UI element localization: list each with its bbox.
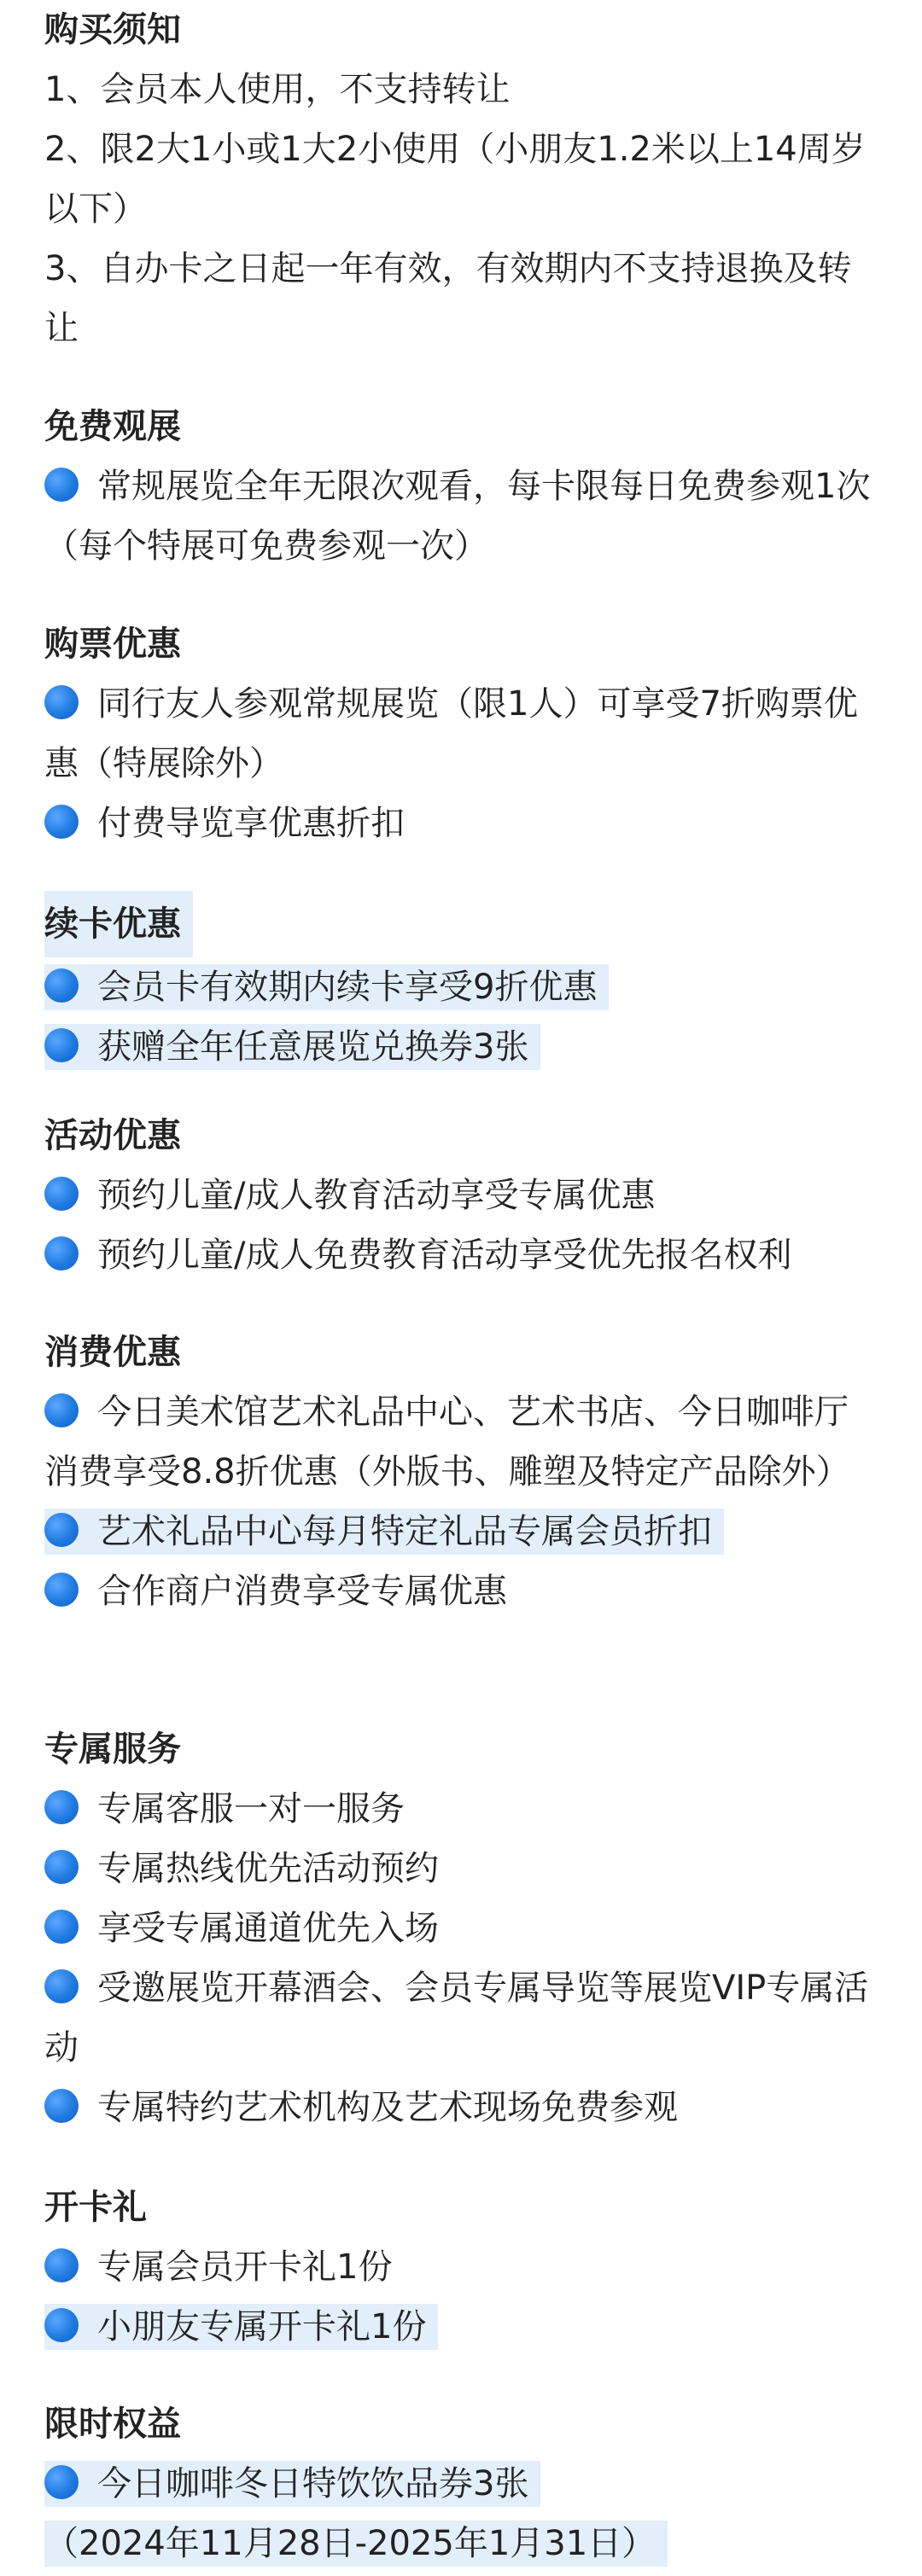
consumption-discount-section — [44, 1323, 878, 1621]
blue-circle-icon — [44, 468, 79, 502]
blue-circle-icon — [44, 1969, 79, 2003]
blue-circle-icon — [44, 1910, 79, 1944]
blue-circle-icon — [44, 1573, 79, 1607]
blue-circle-icon — [44, 685, 79, 719]
section-title: 购票优惠 — [44, 625, 181, 664]
activity-discount-section — [44, 1106, 878, 1285]
blue-circle-icon — [44, 2465, 79, 2499]
section-title: 购买须知 — [44, 10, 181, 49]
blue-circle-icon — [44, 2248, 79, 2282]
blue-circle-icon — [44, 1028, 79, 1062]
benefit-item: 受邀展览开幕酒会、会员专属导览等展览VIP专属活动 — [44, 1968, 869, 2067]
benefit-item: 合作商户消费享受专属优惠 — [44, 1561, 878, 1621]
section-title: 免费观展 — [44, 407, 181, 446]
benefit-item: 专属热线优先活动预约 — [44, 1839, 878, 1899]
benefit-date-range: （2024年11月28日-2025年1月31日） — [44, 2514, 878, 2573]
benefit-item: 艺术礼品中心每月特定礼品专属会员折扣 — [44, 1502, 878, 1561]
benefit-item: 预约儿童/成人免费教育活动享受优先报名权利 — [44, 1225, 878, 1285]
blue-circle-icon — [44, 2308, 79, 2342]
benefit-item: 小朋友专属开卡礼1份 — [44, 2297, 878, 2357]
benefit-item: 获赠全年任意展览兑换券3张 — [44, 1017, 878, 1077]
section-title: 续卡优惠 — [44, 891, 193, 957]
blue-circle-icon — [44, 1513, 79, 1547]
benefit-item: 专属会员开卡礼1份 — [44, 2237, 878, 2297]
blue-circle-icon — [44, 1790, 79, 1824]
benefit-item: 享受专属通道优先入场 — [44, 1899, 878, 1958]
benefit-item: 今日咖啡冬日特饮饮品券3张 — [44, 2454, 878, 2514]
benefit-item: 今日美术馆艺术礼品中心、艺术书店、今日咖啡厅消费享受8.8折优惠（外版书、雕塑及特定产品除外） — [44, 1393, 850, 1492]
card-gift-section — [44, 2178, 878, 2357]
benefit-item: 同行友人参观常规展览（限1人）可享受7折购票优惠（特展除外） — [44, 684, 858, 783]
blue-circle-icon — [44, 805, 79, 839]
ticket-discount-section — [44, 614, 878, 853]
blue-circle-icon — [44, 2089, 79, 2123]
benefit-item: 专属客服一对一服务 — [44, 1779, 878, 1839]
benefit-item: 专属特约艺术机构及艺术现场免费参观 — [44, 2078, 878, 2137]
notice-line: 2、限2大1小或1大2小使用（小朋友1.2米以上14周岁以下） — [44, 130, 866, 229]
free-exhibition-section — [44, 397, 878, 576]
benefit-item: 会员卡有效期内续卡享受9折优惠 — [44, 957, 878, 1017]
section-title: 消费优惠 — [44, 1333, 181, 1372]
benefit-item: 常规展览全年无限次观看，每卡限每日免费参观1次（每个特展可免费参观一次） — [44, 467, 871, 566]
notice-line: 3、自办卡之日起一年有效，有效期内不支持退换及转让 — [44, 249, 852, 348]
blue-circle-icon — [44, 1177, 79, 1211]
blue-circle-icon — [44, 1393, 79, 1428]
limited-benefit-section — [44, 2394, 878, 2573]
section-title: 开卡礼 — [44, 2188, 147, 2227]
notice-line: 1、会员本人使用，不支持转让 — [44, 70, 511, 109]
renewal-discount-section — [44, 891, 878, 1077]
section-title: 专属服务 — [44, 1730, 181, 1769]
section-title: 限时权益 — [44, 2404, 181, 2444]
benefit-item: 付费导览享优惠折扣 — [44, 794, 878, 853]
blue-circle-icon — [44, 1850, 79, 1884]
exclusive-service-section — [44, 1719, 878, 2137]
blue-circle-icon — [44, 968, 79, 1003]
benefit-item: 预约儿童/成人教育活动享受专属优惠 — [44, 1166, 878, 1225]
section-title: 活动优惠 — [44, 1116, 181, 1155]
blue-circle-icon — [44, 1236, 79, 1271]
purchase-notice-section — [44, 0, 878, 358]
